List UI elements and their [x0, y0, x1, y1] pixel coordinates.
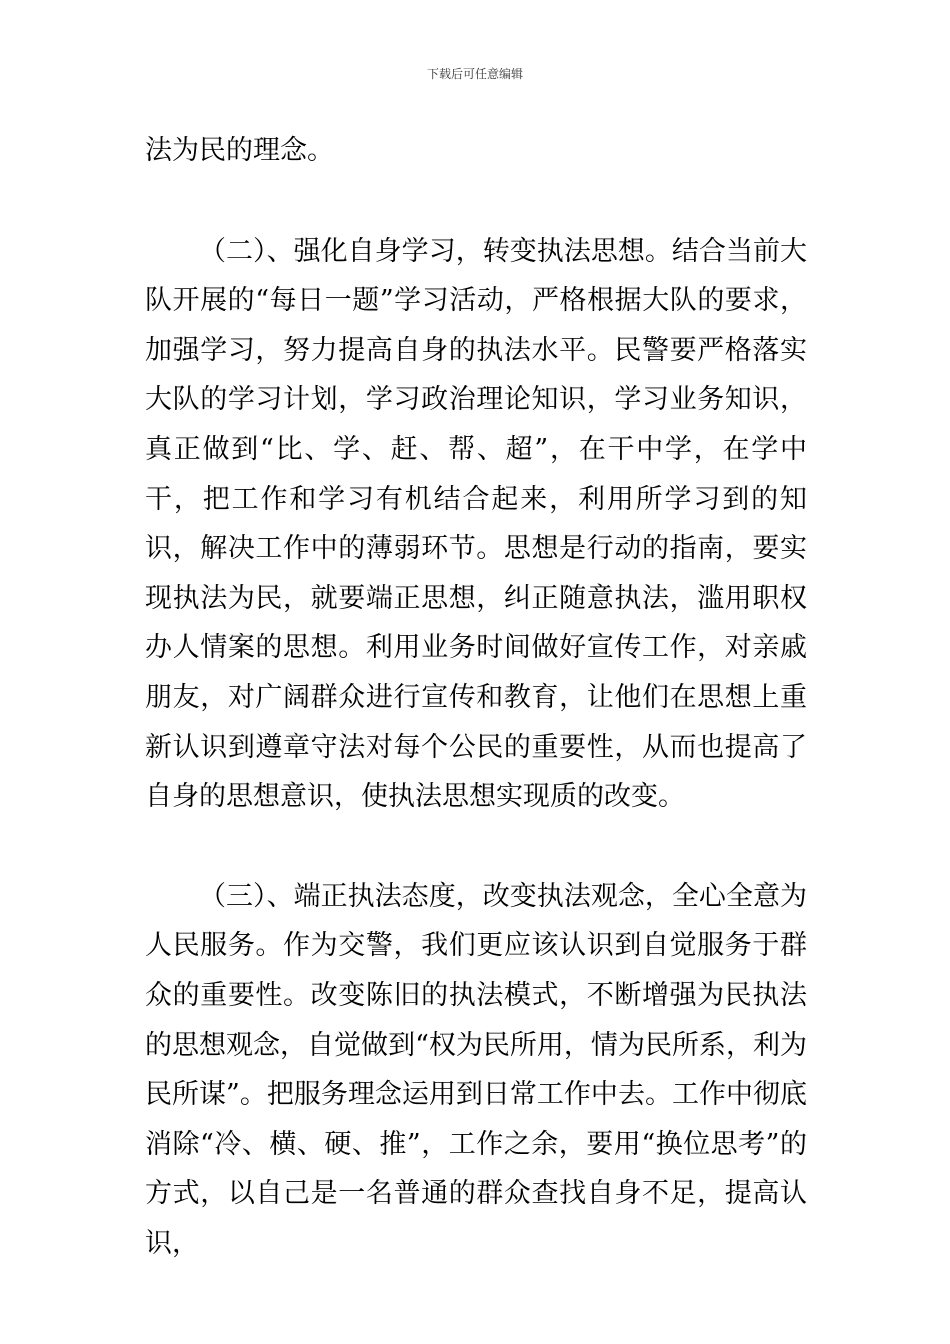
paragraph-section-2: （二）、强化自身学习，转变执法思想。结合当前大队开展的“每日一题”学习活动，严格根据大队的要求，加强学习，努力提高自身的执法水平。民警要严格落实大队的学习计划，学习政治理论知识，学习业务知识，真正做到“比、学、赶、帮、超”，在干中学，在学中干，把工作和学习有机结合起来，利用所学习到的知识，解决工作中的薄弱环节。思想是行动的指南，要实现执法为民，就要端正思想，纠正随意执法，滥用职权办人情案的思想。利用业务时间做好宣传工作，对亲戚朋友，对广阔群众进行宣传和教育，让他们在思想上重新认识到遵章守法对每个公民的重要性，从而也提高了自身的思想意识，使执法思想实现质的改变。 [145, 235, 807, 813]
page-header: 下载后可任意编辑 [426, 67, 523, 81]
paragraph-continuation: 法为民的理念。 [145, 135, 334, 166]
document-body [145, 126, 807, 1268]
paragraph-section-3: （三）、端正执法态度，改变执法观念，全心全意为人民服务。作为交警，我们更应该认识到自觉服务于群众的重要性。改变陈旧的执法模式，不断增强为民执法的思想观念，自觉做到“权为民所用，情为民所系，利为民所谋”。把服务理念运用到日常工作中去。工作中彻底消除“冷、横、硬、推”，工作之余，要用“换位思考”的方式，以自己是一名普通的群众查找自身不足，提高认识， [145, 880, 807, 1259]
